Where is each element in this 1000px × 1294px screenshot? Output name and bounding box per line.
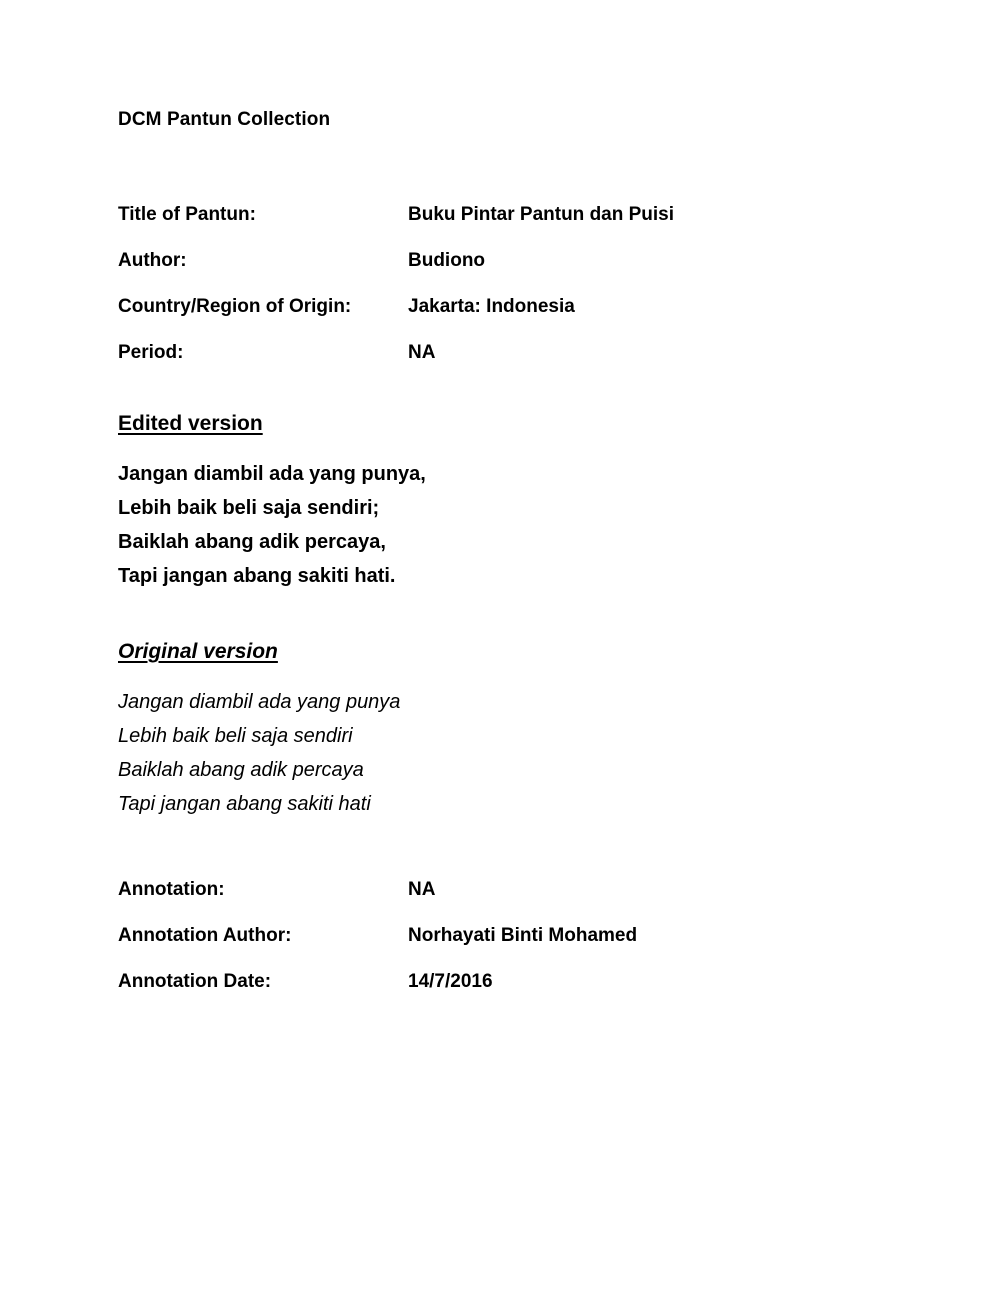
- page-title: DCM Pantun Collection: [118, 109, 331, 130]
- annotation-row-date: [118, 969, 898, 994]
- metadata-value: Budiono: [408, 250, 486, 271]
- annotation-value: NA: [408, 879, 436, 900]
- edited-version-section: [118, 411, 898, 593]
- annotation-label: Annotation Date:: [118, 971, 272, 992]
- metadata-row-title: [118, 202, 898, 227]
- verse-line: Lebih baik beli saja sendiri: [118, 725, 353, 747]
- verse-line: Jangan diambil ada yang punya: [118, 691, 401, 713]
- edited-version-verse: [118, 457, 898, 593]
- metadata-value: Buku Pintar Pantun dan Puisi: [408, 204, 675, 225]
- metadata-row-country-region: [118, 294, 898, 319]
- metadata-block: [118, 202, 898, 365]
- original-version-section: [118, 639, 898, 821]
- metadata-label: Period:: [118, 342, 184, 363]
- annotation-block: [118, 877, 898, 994]
- metadata-value: NA: [408, 342, 436, 363]
- verse-line: Lebih baik beli saja sendiri;: [118, 497, 380, 519]
- verse-line: Tapi jangan abang sakiti hati.: [118, 565, 396, 587]
- original-version-heading: Original version: [118, 640, 278, 663]
- metadata-value: Jakarta: Indonesia: [408, 296, 575, 317]
- metadata-row-period: [118, 340, 898, 365]
- edited-version-heading: Edited version: [118, 412, 263, 435]
- annotation-label: Annotation Author:: [118, 925, 292, 946]
- original-version-heading-wrap: [118, 639, 898, 665]
- verse-line: Baiklah abang adik percaya,: [118, 531, 386, 553]
- annotation-label: Annotation:: [118, 879, 225, 900]
- verse-line: Tapi jangan abang sakiti hati: [118, 793, 371, 815]
- metadata-label: Author:: [118, 250, 187, 271]
- annotation-row-author: [118, 923, 898, 948]
- document-body: [118, 108, 898, 994]
- edited-version-heading-wrap: [118, 411, 898, 437]
- annotation-value: Norhayati Binti Mohamed: [408, 925, 638, 946]
- metadata-label: Country/Region of Origin:: [118, 296, 352, 317]
- original-version-verse: [118, 685, 898, 821]
- annotation-value: 14/7/2016: [408, 971, 493, 992]
- annotation-row-annotation: [118, 877, 898, 902]
- metadata-row-author: [118, 248, 898, 273]
- verse-line: Jangan diambil ada yang punya,: [118, 463, 426, 485]
- verse-line: Baiklah abang adik percaya: [118, 759, 364, 781]
- metadata-label: Title of Pantun:: [118, 204, 256, 225]
